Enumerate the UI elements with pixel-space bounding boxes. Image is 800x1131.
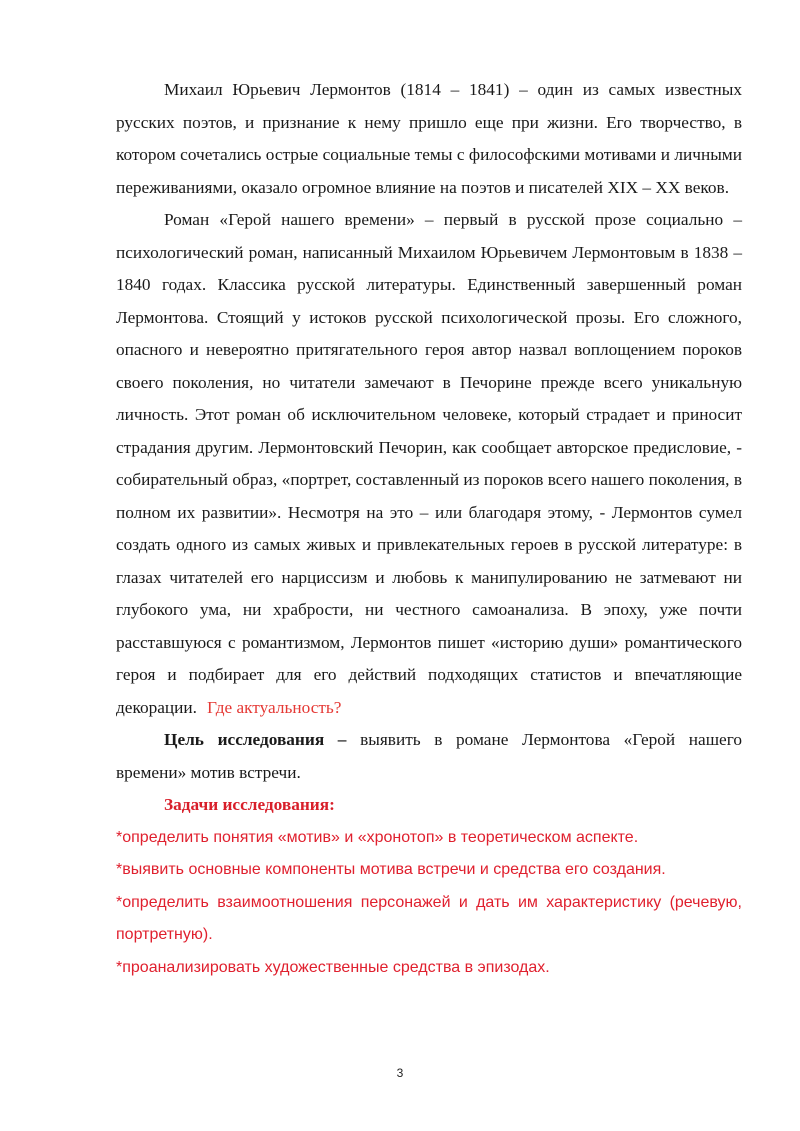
page-number: 3 <box>396 1066 404 1080</box>
document-page <box>116 74 742 984</box>
relevance-comment: Где актуальность? <box>207 697 342 717</box>
goal-label: Цель исследования – <box>164 730 347 749</box>
goal-text: выявить в романе Лермонтова «Герой нашего времени» мотив встречи. <box>116 730 742 782</box>
paragraph-goal <box>116 724 742 789</box>
task-item: *определить понятия «мотив» и «хронотоп» в теоретическом аспекте. <box>116 828 639 846</box>
tasks-section <box>116 789 742 984</box>
paragraph-novel-text: Роман «Герой нашего времени» – первый в русской прозе социально – психологический роман, написанный Михаилом Юрьевичем Лермонтовым в 1838 – 1840 годах. Классика русской литературы. Единственный завершенный роман Лермонтова. Стоящий у истоков русской психологической прозы. Его сложного, опасного и невероятно притягательного героя автор назвал воплощением пороков своего поколения, но читатели замечают в Печорине прежде всего уникальную личность. Этот роман об исключительном человеке, который страдает и приносит страдания другим. Лермонтовский Печорин, как сообщает авторское предисловие, - собирательный образ, «портрет, составленный из пороков всего нашего поколения, в полном их развитии». Несмотря на это – или благодаря этому, - Лермонтов сумел создать одного из самых живых и привлекательных героев в русской литературе: в глазах читателей его нарциссизм и любовь к манипулированию не затмевают ни глубокого ума, ни храбрости, ни честного самоанализа. В эпоху, уже почти расставшуюся с романтизмом, Лермонтов пишет «историю души» романтического героя и подбирает для его действий подходящих статистов и впечатляющие декорации. <box>116 210 742 717</box>
paragraph-novel <box>116 204 742 724</box>
task-item: *определить взаимоотношения персонажей и дать им характеристику (речевую, портретную). <box>116 893 742 943</box>
paragraph-intro-text: Михаил Юрьевич Лермонтов (1814 – 1841) – один из самых известных русских поэтов, и признание к нему пришло еще при жизни. Его творчество, в котором сочетались острые социальные темы с философскими мотивами и личными переживаниями, оказало огромное влияние на поэтов и писателей XIX – XX веков. <box>116 80 742 197</box>
task-item: *выявить основные компоненты мотива встречи и средства его создания. <box>116 861 666 878</box>
tasks-heading: Задачи исследования: <box>164 795 335 814</box>
task-item: *проанализировать художественные средства в эпизодах. <box>116 958 550 976</box>
paragraph-intro <box>116 74 742 204</box>
